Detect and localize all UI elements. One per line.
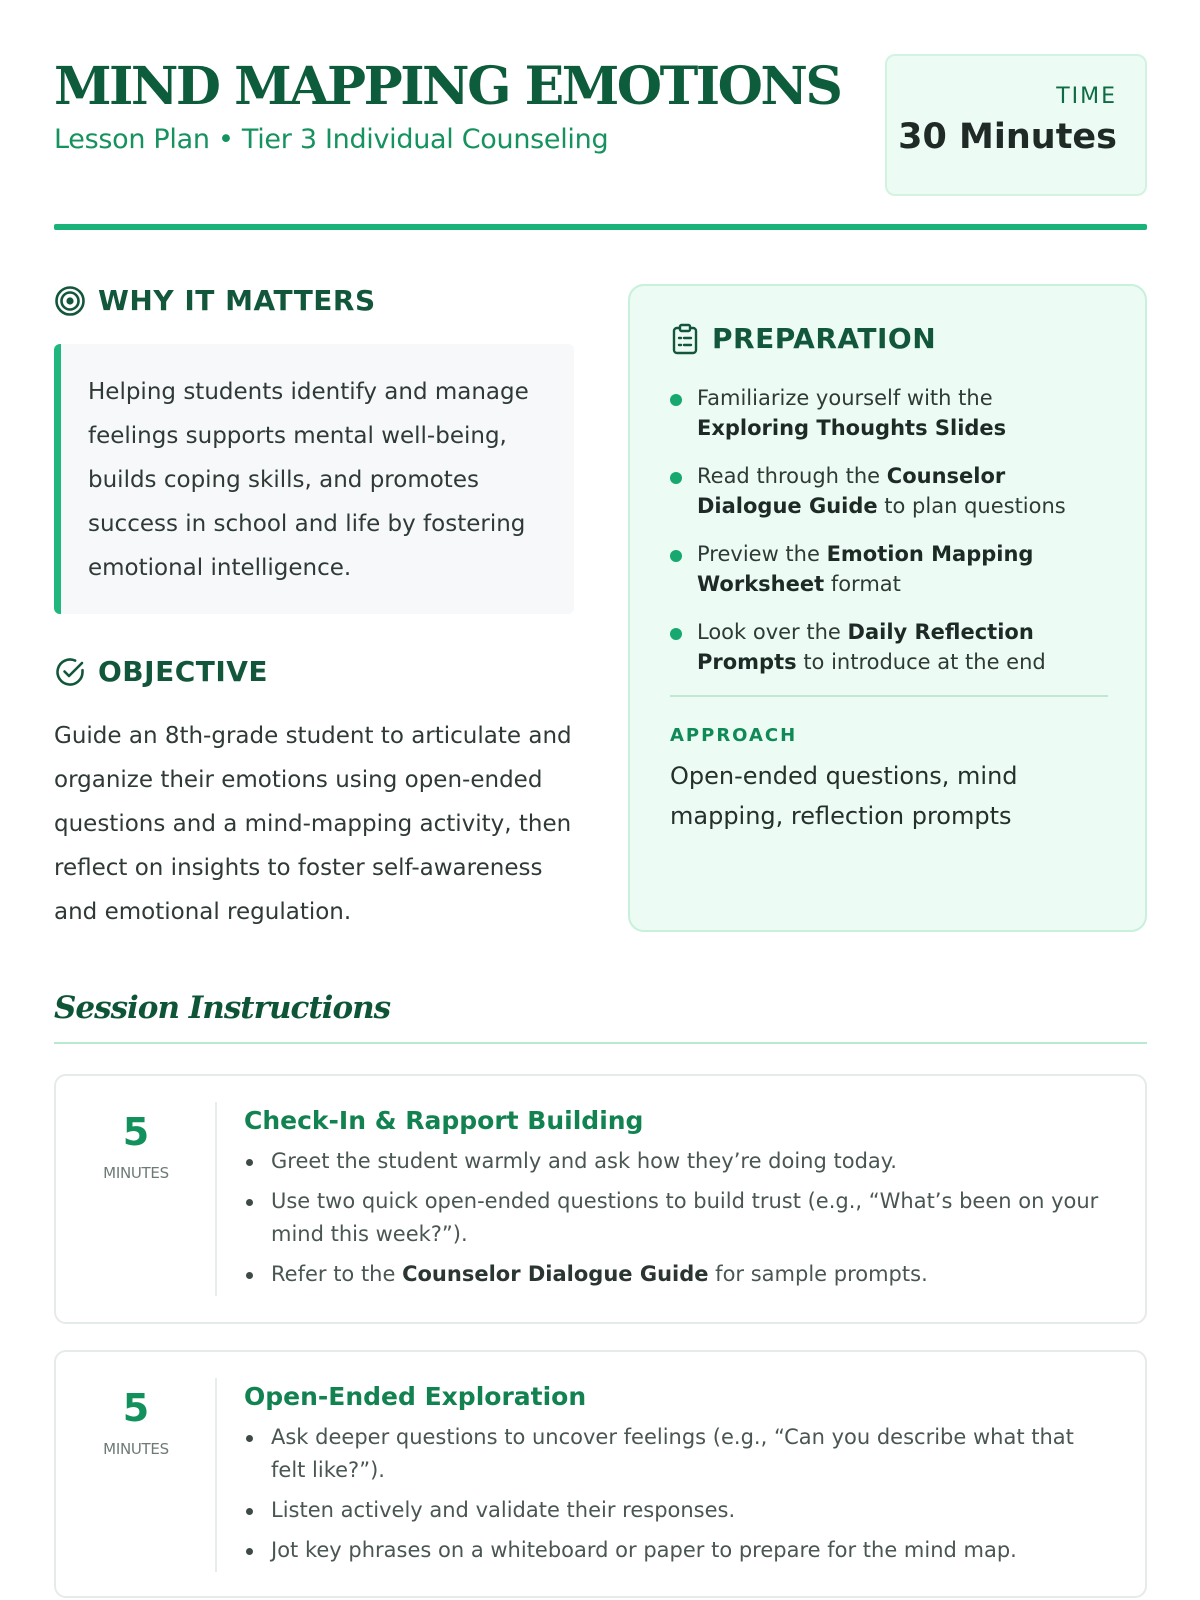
resource-name: Exploring Thoughts Slides	[697, 416, 1007, 440]
why-it-matters-callout: Helping students identify and manage feelings supports mental well-being, builds coping skills, and promotes success in school and life by fostering emotional intelligence.	[54, 344, 574, 614]
session-divider	[54, 1042, 1147, 1044]
step-body	[244, 1106, 1114, 1298]
step-minutes: 5	[122, 1110, 150, 1154]
preparation-item: Look over the Daily Reflection Prompts to introduce at the end	[670, 617, 1105, 677]
step-minutes-unit: MINUTES	[103, 1164, 169, 1182]
objective-text: Guide an 8th-grade student to articulate and organize their emotions using open-ended questions and a mind-mapping activity, then reflect on insights to foster self-awareness and emotional regulation.	[54, 723, 572, 925]
step-list	[244, 1145, 1114, 1291]
why-it-matters-heading	[54, 284, 376, 317]
time-value: 30 Minutes	[898, 117, 1117, 157]
step-item: Ask deeper questions to uncover feelings (e.g., “Can you describe what that felt like?”).	[244, 1421, 1114, 1487]
time-label: TIME	[1056, 84, 1117, 109]
step-item: Use two quick open-ended questions to build trust (e.g., “What’s been on your mind this week?”).	[244, 1185, 1114, 1251]
page-subtitle: Lesson Plan • Tier 3 Individual Counseling	[54, 124, 609, 155]
preparation-panel	[628, 284, 1147, 932]
step-minutes-unit: MINUTES	[103, 1440, 169, 1458]
resource-name: Daily Reflection Prompts	[697, 620, 1034, 674]
step-item: Listen actively and validate their responses.	[244, 1494, 1114, 1527]
preparation-heading	[670, 322, 1105, 355]
preparation-divider	[670, 695, 1108, 697]
preparation-item: Familiarize yourself with the Exploring Thoughts Slides	[670, 383, 1105, 443]
target-icon	[54, 285, 86, 317]
step-item: Refer to the Counselor Dialogue Guide for sample prompts.	[244, 1258, 1114, 1291]
step-item: Jot key phrases on a whiteboard or paper to prepare for the mind map.	[244, 1534, 1114, 1567]
time-card	[885, 54, 1147, 196]
preparation-item: Read through the Counselor Dialogue Guide to plan questions	[670, 461, 1105, 521]
objective-heading	[54, 655, 268, 688]
step-heading: Check-In & Rapport Building	[244, 1106, 644, 1135]
page-title: MIND MAPPING EMOTIONS	[54, 56, 841, 117]
step-heading: Open-Ended Exploration	[244, 1382, 587, 1411]
step-item: Greet the student warmly and ask how they’re doing today.	[244, 1145, 1114, 1178]
resource-name: Counselor Dialogue Guide	[402, 1262, 709, 1286]
step-list	[244, 1421, 1114, 1567]
preparation-item: Preview the Emotion Mapping Worksheet format	[670, 539, 1105, 599]
step-duration	[56, 1352, 216, 1458]
step-body	[244, 1382, 1114, 1574]
step-divider	[215, 1102, 217, 1296]
session-instructions-title: Session Instructions	[54, 990, 391, 1026]
approach-text: Open-ended questions, mind mapping, reflection prompts	[670, 762, 1018, 830]
clipboard-icon	[670, 323, 700, 355]
step-card	[54, 1350, 1147, 1598]
step-card	[54, 1074, 1147, 1324]
resource-name: Counselor Dialogue Guide	[697, 464, 1006, 518]
step-divider	[215, 1378, 217, 1572]
step-minutes: 5	[122, 1386, 150, 1430]
objective-title: OBJECTIVE	[98, 655, 269, 688]
resource-name: Emotion Mapping Worksheet	[697, 542, 1034, 596]
header-divider	[54, 224, 1147, 230]
approach-label: APPROACH	[670, 725, 798, 746]
check-circle-icon	[54, 656, 86, 688]
lesson-header	[54, 54, 1147, 226]
why-it-matters-title: WHY IT MATTERS	[98, 284, 376, 317]
step-duration	[56, 1076, 216, 1182]
preparation-list	[670, 383, 1105, 677]
preparation-title: PREPARATION	[712, 322, 937, 355]
